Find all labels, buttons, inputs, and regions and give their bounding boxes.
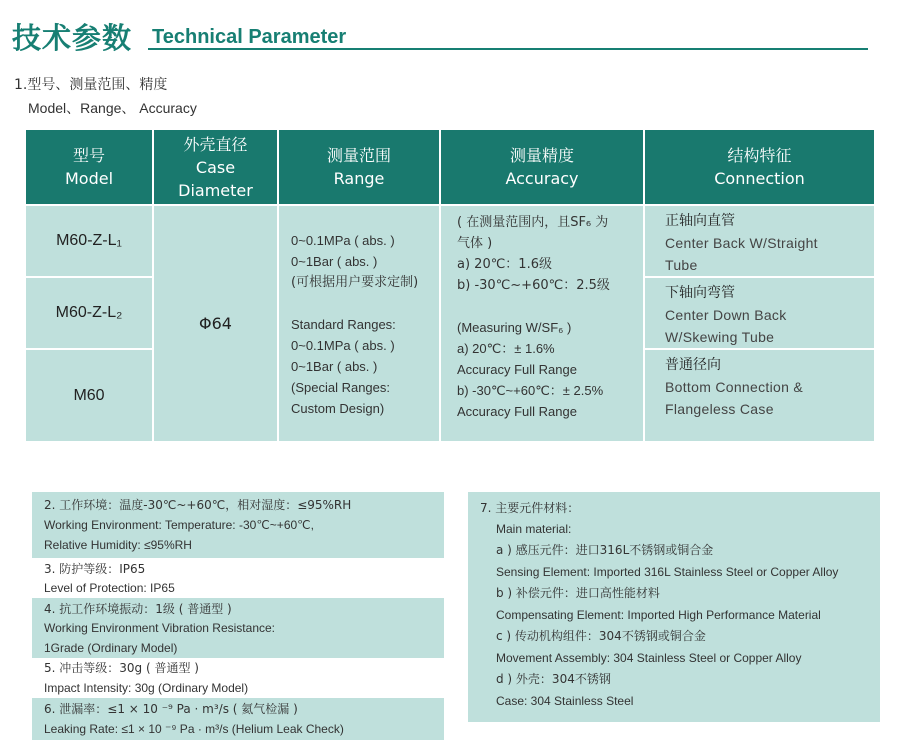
spec-line: Impact Intensity: 30g (Ordinary Model): [44, 681, 249, 695]
spec-line: 1Grade (Ordinary Model): [44, 641, 178, 655]
header-range: [279, 130, 439, 204]
connection-en: Center Down Back: [665, 307, 787, 323]
range-line: (Special Ranges:: [291, 380, 390, 395]
range-line: 0~0.1MPa ( abs. ): [291, 338, 395, 353]
header-connection: [645, 130, 874, 204]
spec-line: Leaking Rate: ≤1 × 10 ⁻⁹ Pa · m³/s (Helium Leak Check): [44, 722, 344, 736]
accuracy-line: Accuracy Full Range: [457, 404, 577, 419]
spec-line: c ) 传动机构组件：304不锈钢或铜合金: [496, 629, 706, 643]
parameter-table: [26, 130, 874, 441]
accuracy-line: ( 在测量范围内，且SF₆ 为: [457, 215, 609, 230]
accuracy-line: a) 20℃：1.6级: [457, 257, 552, 272]
accuracy-line: a) 20℃：± 1.6%: [457, 341, 555, 356]
connection-cell-2: [645, 278, 874, 348]
spec-line: Working Environment: Temperature: -30℃~+60℃,: [44, 518, 314, 532]
connection-en: Center Back W/Straight: [665, 235, 818, 251]
model-cell-1: M60-Z-L₁: [26, 206, 152, 276]
spec-line: Working Environment Vibration Resistance:: [44, 621, 275, 635]
model-cell-2: M60-Z-L₂: [26, 278, 152, 348]
spec-line: 4. 抗工作环境振动：1级 ( 普通型 ): [44, 602, 232, 616]
accuracy-line: b) -30℃~+60℃：± 2.5%: [457, 383, 604, 398]
spec-line: 6. 泄漏率：≤1 × 10 ⁻⁹ Pa · m³/s ( 氦气检漏 ): [44, 702, 298, 716]
spec-line: 7. 主要元件材料：: [480, 501, 580, 515]
spec-line: a ) 感压元件：进口316L不锈钢或铜合金: [496, 543, 714, 557]
spec-item-leak-rate: [32, 698, 444, 740]
range-line: 0~0.1MPa ( abs. ): [291, 233, 395, 248]
header-model: [26, 130, 152, 204]
header-accuracy-cn: 测量精度: [509, 146, 574, 165]
section-title-cn: 1.型号、测量范围、精度: [14, 77, 168, 93]
spec-line: Main material:: [496, 522, 572, 536]
spec-line: 3. 防护等级：IP65: [44, 562, 146, 576]
spec-item-protection: [32, 558, 444, 598]
section-title-en: Model、Range、 Accuracy: [28, 100, 197, 116]
connection-en: W/Skewing Tube: [665, 329, 775, 345]
connection-en: Flangeless Case: [665, 401, 774, 417]
connection-cell-3: [645, 350, 874, 441]
header-model-cn: 型号: [72, 146, 105, 165]
spec-item-environment: [32, 492, 444, 558]
spec-line: Case: 304 Stainless Steel: [496, 694, 634, 708]
range-line: [291, 293, 439, 314]
spec-line: Movement Assembly: 304 Stainless Steel or Copper Alloy: [496, 651, 802, 665]
connection-en: Bottom Connection &: [665, 379, 803, 395]
header-case-en2: Diameter: [178, 180, 253, 200]
range-line: Standard Ranges:: [291, 317, 396, 332]
accuracy-line: [457, 296, 643, 317]
header-case-en: Case: [195, 157, 236, 177]
spec-line: Level of Protection: IP65: [44, 581, 175, 595]
spec-box-materials: [468, 492, 880, 722]
model-cell-3: M60: [26, 350, 152, 441]
header-connection-cn: 结构特征: [727, 146, 792, 165]
connection-cn: 普通径向: [665, 357, 721, 373]
page-title-cn: 技术参数: [12, 21, 133, 55]
connection-cell-1: [645, 206, 874, 276]
connection-cn: 下轴向弯管: [665, 285, 735, 301]
spec-item-impact: [32, 658, 444, 698]
spec-line: Relative Humidity: ≤95%RH: [44, 538, 192, 552]
header-range-cn: 测量范围: [326, 146, 391, 165]
spec-line: Compensating Element: Imported High Performance Material: [496, 608, 821, 622]
accuracy-line: b) -30℃~+60℃：2.5级: [457, 278, 610, 293]
page-title-en: Technical Parameter: [152, 26, 347, 48]
range-line: Custom Design): [291, 401, 385, 416]
header-case-cn: 外壳直径: [183, 134, 248, 154]
accuracy-cell: [441, 206, 643, 441]
accuracy-line: 气体 ): [457, 236, 493, 251]
header-accuracy: [441, 130, 643, 204]
range-line: (可根据用户要求定制): [291, 275, 419, 290]
title-underline: [148, 48, 868, 50]
header-connection-en: Connection: [714, 169, 805, 188]
range-line: 0~1Bar ( abs. ): [291, 359, 378, 374]
case-diameter-cell: Φ64: [154, 206, 277, 441]
spec-line: b ) 补偿元件：进口高性能材料: [496, 586, 660, 600]
spec-line: Sensing Element: Imported 316L Stainless Steel or Copper Alloy: [496, 565, 839, 579]
range-line: 0~1Bar ( abs. ): [291, 254, 378, 269]
header-accuracy-en: Accuracy: [505, 169, 579, 188]
accuracy-line: Accuracy Full Range: [457, 362, 577, 377]
range-cell: [279, 206, 439, 441]
header-range-en: Range: [333, 169, 385, 188]
connection-cn: 正轴向直管: [665, 213, 735, 229]
spec-line: d ) 外壳：304不锈钢: [496, 672, 611, 686]
header-model-en: Model: [64, 169, 114, 188]
spec-line: 5. 冲击等级：30g ( 普通型 ): [44, 661, 199, 675]
connection-en: Tube: [665, 257, 698, 273]
header-case-diameter: [154, 130, 277, 204]
spec-item-vibration: [32, 598, 444, 658]
spec-line: 2. 工作环境：温度-30℃~+60℃，相对湿度：≤95%RH: [44, 498, 352, 512]
accuracy-line: (Measuring W/SF₆ ): [457, 320, 572, 335]
